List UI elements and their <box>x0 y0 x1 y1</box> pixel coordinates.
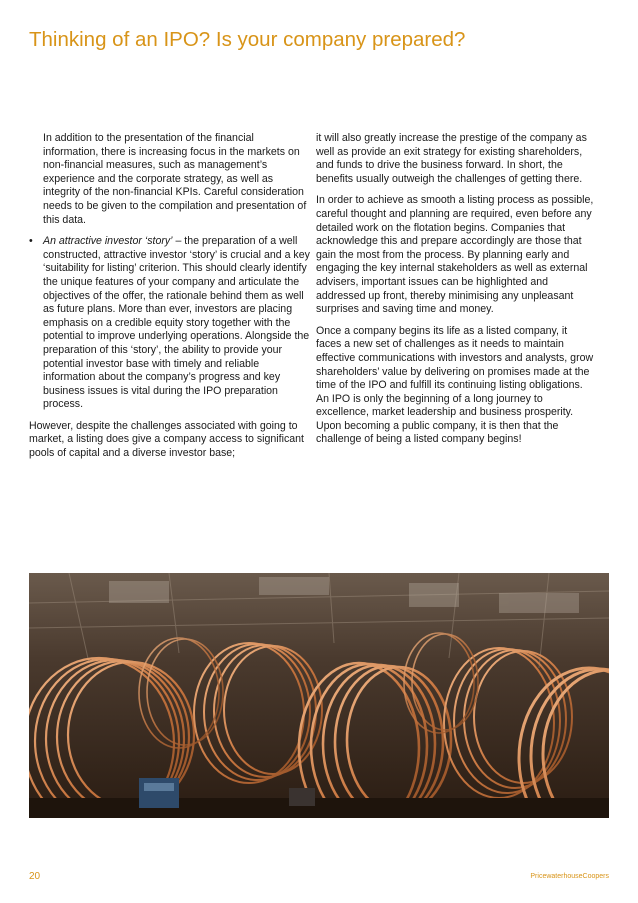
bullet-lead: An attractive investor ‘story’ <box>43 235 173 248</box>
right-paragraph-2: In order to achieve as smooth a listing process as possible, careful thought and planning are required, even before any detailed work on the flotation begins. Companies that acknowledge this and prepare accordingly are those that gain the most from the process. By planning early and engaging the key internal stakeholders as well as external advisers, important issues can be highlighted and addressed up front, thereby minimising any unpleasant surprises and saving time and money. <box>316 194 594 316</box>
copper-coils-photo <box>29 573 609 818</box>
bullet-marker: • <box>29 235 33 248</box>
copper-coils-illustration <box>29 573 609 818</box>
page-number: 20 <box>29 871 41 882</box>
intro-paragraph: In addition to the presentation of the financial information, there is increasing focus in the markets on non-financial measures, such as management’s experience and the corporate strategy, as well as integrity of the non-financial KPIs. Careful consideration needs to be given to the compilation and presentation of this data. <box>43 132 307 226</box>
footer-brand: PricewaterhouseCoopers <box>530 873 609 880</box>
right-column <box>316 132 594 455</box>
bullet-item-investor-story <box>29 235 311 412</box>
page-title: Thinking of an IPO? Is your company prepared? <box>29 28 466 51</box>
bullet-text: – the preparation of a well constructed, attractive investor ‘story’ is crucial and a key ‘suitability for listing’ criterion. This should clearly identify the unique features of your company and articulate the objectives of the offer, the rationale behind them as well as future plans. More than ever, investors are placing emphasis on a credible equity story together with the potential to improve underlying operations. Alongside the preparation of this ‘story’, the ability to provide your potential investor base with timely and reliable information about the company’s progress and key business issues is vital during the IPO preparation process. <box>43 235 310 411</box>
left-column <box>29 132 311 469</box>
right-paragraph-3: Once a company begins its life as a listed company, it faces a new set of challenges as it needs to maintain effective communications with investors and analysts, grow shareholders’ value by delivering on promises made at the time of the IPO and fulfill its continuing listing obligations. An IPO is only the beginning of a long journey to excellence, market leadership and business prosperity. Upon becoming a public company, it is then that the challenge of being a listed company begins! <box>316 324 594 446</box>
right-paragraph-1: it will also greatly increase the prestige of the company as well as provide an exit strategy for existing shareholders, and funds to drive the business forward. In short, the benefits usually outweigh the challenges of getting there. <box>316 132 587 185</box>
closing-paragraph: However, despite the challenges associated with going to market, a listing does give a company access to significant pools of capital and a diverse investor base; <box>29 419 304 460</box>
